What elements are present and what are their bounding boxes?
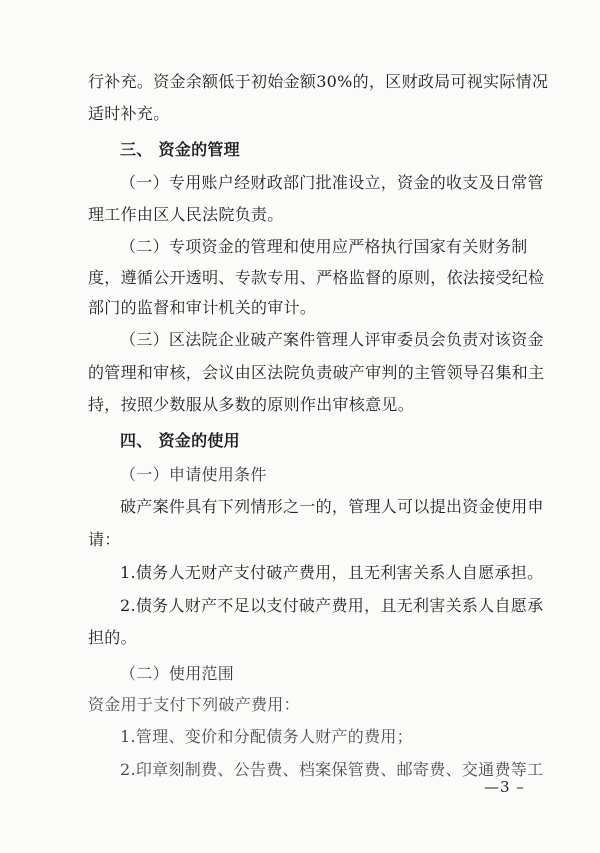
body-text-line: 理工作由区人民法院负责。 xyxy=(88,205,284,224)
body-text-line: 部门的监督和审计机关的审计。 xyxy=(88,298,317,317)
body-text-line: 的管理和审核，会议由区法院负责破产审判的主管领导召集和主 xyxy=(88,363,545,382)
body-text-line: 度，遵循公开透明、专款专用、严格监督的原则，依法接受纪检 xyxy=(88,268,545,287)
subsection-heading: （二）使用范围 xyxy=(120,664,235,683)
body-text-line: （二）专项资金的管理和使用应严格执行国家有关财务制 xyxy=(120,237,528,256)
page-number: —3 – xyxy=(484,778,525,796)
body-text-line: 适时补充。 xyxy=(88,104,170,123)
list-item: 1.债务人无财产支付破产费用，且无利害关系人自愿承担。 xyxy=(120,563,544,582)
list-item: 2.印章刻制费、公告费、档案保管费、邮寄费、交通费等工 xyxy=(120,760,544,779)
body-text-line: 破产案件具有下列情形之一的，管理人可以提出资金使用申 xyxy=(120,497,544,516)
list-item: 2.债务人财产不足以支付破产费用，且无利害关系人自愿承 xyxy=(120,596,544,615)
body-text-line: 持，按照少数服从多数的原则作出审核意见。 xyxy=(88,395,415,414)
list-item: 1.管理、变价和分配债务人财产的费用； xyxy=(120,727,413,746)
body-text-line: 担的。 xyxy=(88,628,137,647)
body-text-line: 资金用于支付下列破产费用： xyxy=(88,695,300,714)
subsection-heading: （一）申请使用条件 xyxy=(120,465,267,484)
body-text-line: 请： xyxy=(88,530,121,549)
section-heading-usage: 四、 资金的使用 xyxy=(120,431,240,450)
body-text-line: 行补充。资金余额低于初始金额30%的，区财政局可视实际情况 xyxy=(88,72,549,91)
body-text-line: （一）专用账户经财政部门批准设立，资金的收支及日常管 xyxy=(120,173,544,192)
body-text-line: （三）区法院企业破产案件管理人评审委员会负责对该资金 xyxy=(120,330,544,349)
section-heading-management: 三、 资金的管理 xyxy=(120,140,240,159)
